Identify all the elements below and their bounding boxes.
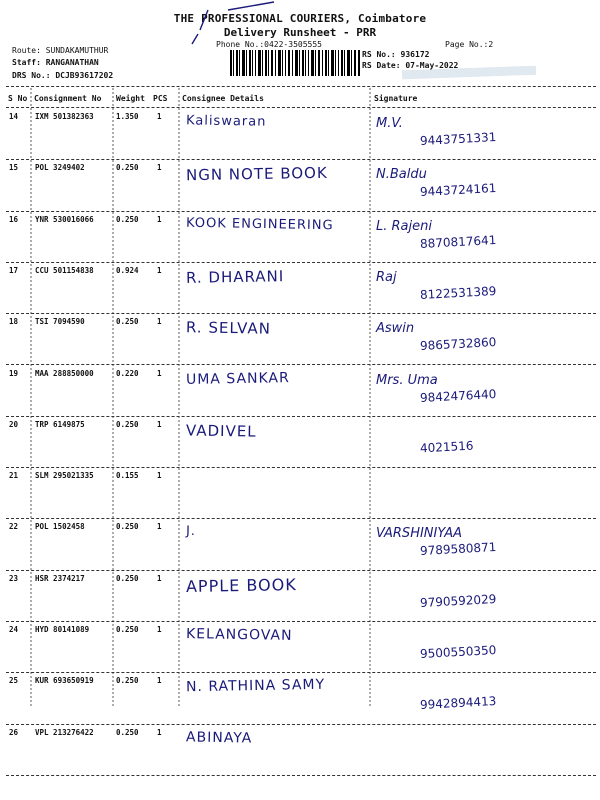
- rs-no-line: [362, 50, 429, 59]
- row-sno: 21: [9, 471, 19, 481]
- row-sno: 14: [9, 112, 19, 121]
- row-consignee-handwritten: ABINAYA: [185, 729, 253, 747]
- row-weight: 0.155: [116, 471, 139, 481]
- row-consignment-no: POL 1502458: [35, 522, 85, 532]
- row-weight: 1.350: [116, 112, 139, 121]
- row-pcs: 1: [157, 419, 162, 429]
- row-sno: 23: [9, 573, 19, 583]
- staff-line: [12, 58, 99, 67]
- row-rule: [6, 775, 596, 776]
- row-sno: 18: [9, 317, 19, 327]
- row-signature-handwritten: L. Rajeni: [376, 218, 432, 234]
- row-rule: [6, 467, 596, 468]
- row-signature-handwritten: M.V.: [376, 116, 403, 131]
- table-row: [0, 317, 600, 368]
- row-pcs: 1: [157, 625, 162, 634]
- row-rule: [6, 313, 596, 314]
- row-consignment-no: MAA 288850000: [35, 368, 94, 378]
- rs-no-value: 936172: [400, 50, 430, 59]
- table-row: [0, 112, 600, 163]
- route-value: SUNDAKAMUTHUR: [45, 46, 109, 55]
- table-row: [0, 163, 600, 214]
- table-row: [0, 471, 600, 522]
- staff-value: RANGANATHAN: [45, 58, 99, 67]
- route-line: [12, 46, 108, 55]
- row-pcs: 1: [157, 676, 162, 686]
- row-signature-handwritten: Mrs. Uma: [376, 372, 438, 388]
- col-signature: Signature: [374, 94, 418, 103]
- row-signature-phone: 9789580871: [419, 540, 497, 559]
- row-signature-phone: 9865732860: [419, 335, 497, 354]
- row-consignment-no: KUR 693650919: [35, 676, 94, 686]
- row-consignment-no: CCU 501154838: [35, 265, 94, 275]
- row-consignee-handwritten: J.: [185, 524, 197, 540]
- row-consignee-handwritten: N. RATHINA SAMY: [185, 677, 326, 696]
- row-consignment-no: HSR 2374217: [35, 573, 85, 583]
- row-consignee-handwritten: KELANGOVAN: [185, 626, 293, 644]
- row-rule: [6, 672, 596, 673]
- faded-stamp-icon: [400, 64, 540, 80]
- row-pcs: 1: [157, 573, 162, 583]
- rs-date-label: RS Date:: [362, 61, 401, 70]
- row-signature-handwritten: N.Baldu: [376, 167, 427, 183]
- row-consignment-no: POL 3249402: [35, 163, 85, 173]
- row-signature-handwritten: VARSHINIYAA: [376, 526, 463, 542]
- staff-label: Staff:: [12, 58, 41, 67]
- header-rule-top: [6, 86, 596, 87]
- col-sno: S No: [8, 94, 28, 103]
- rs-date-value: 07-May-2022: [405, 61, 459, 70]
- row-signature-handwritten: Raj: [376, 269, 397, 285]
- row-rule: [6, 416, 596, 417]
- row-consignee-handwritten: KOOK ENGINEERING: [185, 215, 334, 233]
- row-weight: 0.250: [116, 727, 139, 737]
- table-row: [0, 369, 600, 420]
- row-pcs: 1: [157, 727, 162, 737]
- drs-line: [12, 71, 113, 80]
- table-row: [0, 420, 600, 471]
- drs-label: DRS No.:: [12, 71, 51, 80]
- row-signature-phone: 4021516: [419, 438, 474, 456]
- row-signature-phone: 9842476440: [419, 386, 497, 405]
- row-pcs: 1: [157, 471, 162, 481]
- row-consignee-handwritten: NGN NOTE BOOK: [185, 164, 328, 185]
- row-sno: 20: [9, 419, 19, 429]
- col-consignee: Consignee Details: [182, 94, 264, 103]
- row-signature-phone: 9942894413: [419, 694, 497, 713]
- table-row: [0, 625, 600, 676]
- row-signature-phone: 9443724161: [419, 181, 497, 200]
- row-rule: [6, 621, 596, 622]
- row-consignee-handwritten: R. DHARANI: [185, 267, 285, 287]
- rs-no-label: RS No.:: [362, 50, 396, 59]
- route-label: Route:: [12, 46, 41, 55]
- row-signature-phone: 9443751331: [419, 130, 497, 148]
- row-pcs: 1: [157, 522, 162, 532]
- table-row: [0, 215, 600, 266]
- row-pcs: 1: [157, 317, 162, 327]
- row-sno: 17: [9, 265, 19, 275]
- row-signature-phone: 8870817641: [419, 232, 497, 251]
- row-consignee-handwritten: APPLE BOOK: [185, 574, 297, 596]
- col-pcs: PCS: [153, 94, 168, 103]
- pen-mark-icon: [188, 0, 278, 48]
- row-sno: 16: [9, 214, 19, 224]
- row-consignee-handwritten: VADIVEL: [185, 421, 257, 441]
- row-pcs: 1: [157, 163, 162, 173]
- table-row: [0, 522, 600, 573]
- row-pcs: 1: [157, 112, 162, 121]
- row-signature-handwritten: Aswin: [376, 321, 415, 337]
- row-rule: [6, 159, 596, 160]
- row-weight: 0.250: [116, 625, 139, 634]
- table-row: [0, 676, 600, 727]
- row-rule: [6, 364, 596, 365]
- row-consignment-no: HYD 80141089: [35, 625, 90, 634]
- table-row: [0, 728, 600, 779]
- row-consignment-no: SLM 295021335: [35, 471, 94, 481]
- row-sno: 22: [9, 522, 19, 532]
- row-sno: 26: [9, 727, 19, 737]
- barcode-icon: [230, 50, 360, 76]
- page-number: 2: [488, 40, 494, 49]
- row-consignment-no: TSI 7094590: [35, 317, 85, 327]
- page-label: Page No.:: [445, 40, 489, 49]
- row-consignment-no: VPL 213276422: [35, 727, 94, 737]
- row-pcs: 1: [157, 368, 162, 378]
- row-weight: 0.924: [116, 265, 139, 275]
- row-consignment-no: YNR 530016066: [35, 214, 94, 224]
- row-pcs: 1: [157, 214, 162, 224]
- row-weight: 0.250: [116, 214, 139, 224]
- row-rule: [6, 724, 596, 725]
- row-weight: 0.250: [116, 573, 139, 583]
- row-consignee-handwritten: R. SELVAN: [185, 318, 272, 338]
- row-rule: [6, 262, 596, 263]
- drs-value: DCJB93617202: [55, 71, 114, 80]
- row-sno: 15: [9, 163, 19, 173]
- row-weight: 0.250: [116, 163, 139, 173]
- row-rule: [6, 211, 596, 212]
- row-signature-phone: 8122531389: [419, 283, 497, 302]
- col-weight: Weight: [116, 94, 145, 103]
- row-rule: [6, 570, 596, 571]
- table-row: [0, 574, 600, 625]
- page-number-block: [445, 40, 493, 49]
- row-consignment-no: TRP 6149875: [35, 419, 85, 429]
- row-sno: 24: [9, 625, 19, 634]
- row-sno: 19: [9, 368, 19, 378]
- row-weight: 0.250: [116, 317, 139, 327]
- table-row: [0, 266, 600, 317]
- row-consignee-handwritten: UMA SANKAR: [185, 369, 290, 388]
- row-pcs: 1: [157, 265, 162, 275]
- page-subtitle: Delivery Runsheet - PRR: [223, 26, 377, 39]
- row-weight: 0.250: [116, 419, 139, 429]
- row-weight: 0.250: [116, 676, 139, 686]
- row-signature-phone: 9790592029: [419, 591, 497, 610]
- row-rule: [6, 518, 596, 519]
- row-weight: 0.220: [116, 368, 139, 378]
- col-consignment: Consignment No: [34, 94, 102, 103]
- row-consignment-no: IXM 501382363: [35, 112, 94, 121]
- row-weight: 0.250: [116, 522, 139, 532]
- phone-number: Phone No.:0422-3505555: [216, 40, 322, 49]
- row-signature-phone: 9500550350: [419, 643, 497, 661]
- page-title: THE PROFESSIONAL COURIERS, Coimbatore: [173, 12, 427, 25]
- row-consignee-handwritten: Kaliswaran: [185, 113, 267, 130]
- row-sno: 25: [9, 676, 19, 686]
